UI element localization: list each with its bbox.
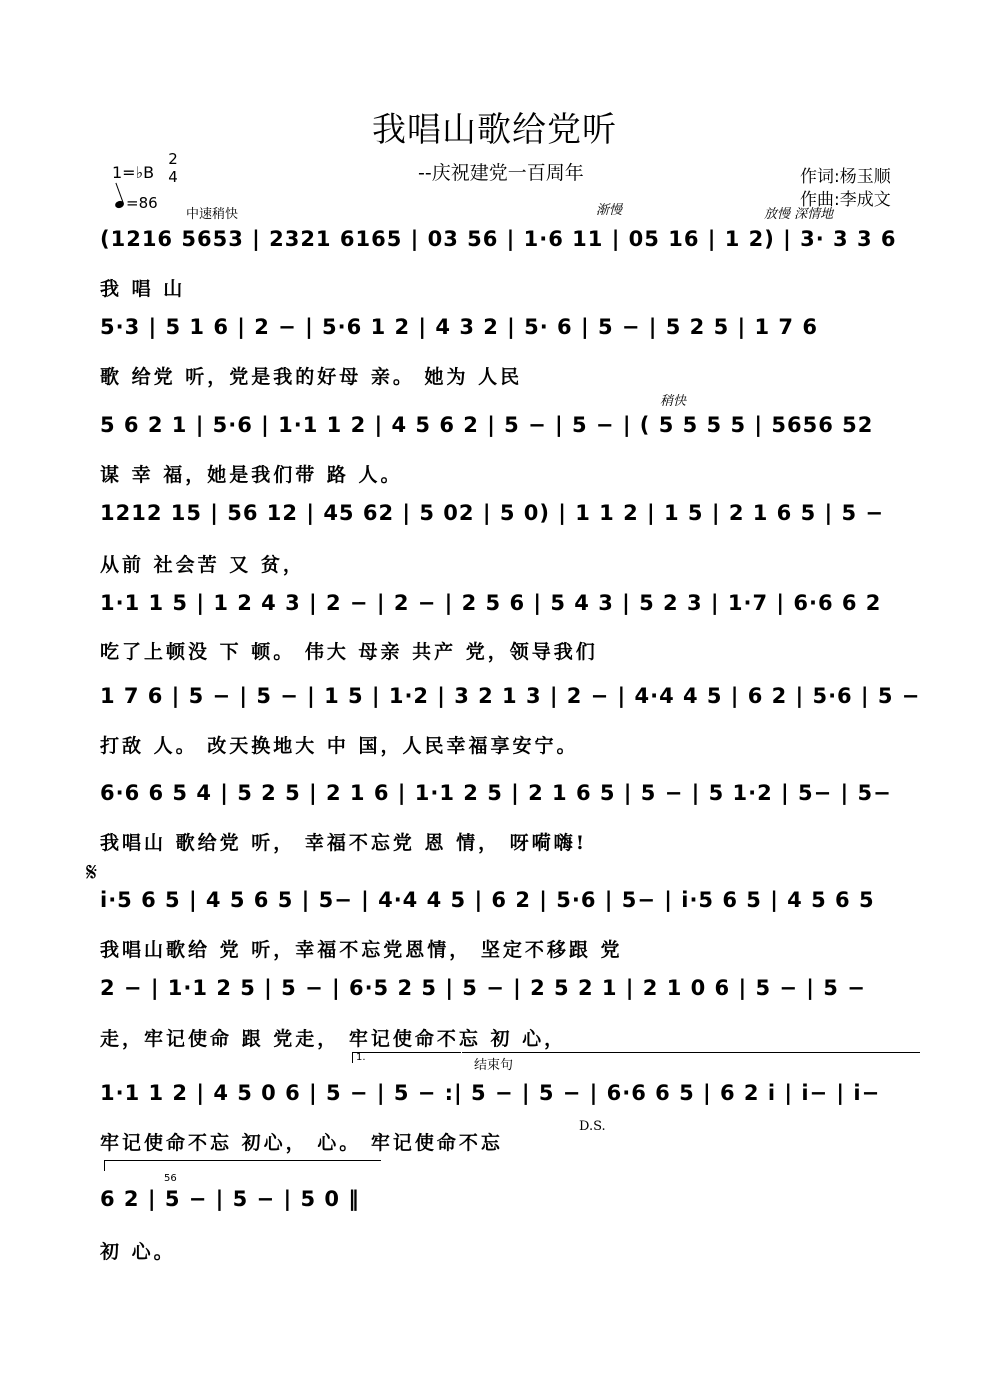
lyrics-6: 打敌 人。 改天换地大 中 国，人民幸福享安宁。 xyxy=(100,735,579,757)
meter-bottom: 4 xyxy=(168,168,178,186)
notes-10: 1·1 1 2 | 4 5 0 6 | 5 − | 5 − :| 5 − | 5 − | 6·6 6 5 | 6 2 i | i− | i− xyxy=(100,1081,881,1105)
lyrics-5: 吃了上顿没 下 顿。 伟大 母亲 共产 党，领导我们 xyxy=(100,641,598,663)
mark-volta1: 1. xyxy=(356,1052,366,1063)
notation-row-4 xyxy=(100,498,922,528)
tempo-value: =86 xyxy=(126,194,158,212)
song-title: 我唱山歌给党听 xyxy=(372,110,617,150)
lyrics-9: 走，牢记使命 跟 党走， 牢记使命不忘 初 心， xyxy=(100,1028,567,1050)
notes-6: 1 7 6 | 5 − | 5 − | 1 5 | 1·2 | 3 2 1 3 | 2 − | 4·4 4 5 | 6 2 | 5·6 | 5 − xyxy=(100,684,921,708)
notes-5: 1·1 1 5 | 1 2 4 3 | 2 − | 2 − | 2 5 6 | 5 4 3 | 5 2 3 | 1·7 | 6·6 6 2 xyxy=(100,591,882,615)
notation-row-6 xyxy=(100,681,922,711)
lyrics-3: 谋 幸 福，她是我们带 路 人。 xyxy=(100,464,403,486)
segno-icon: 𝄋 xyxy=(86,858,98,888)
notation-row-7 xyxy=(100,778,922,808)
mark-ending: 结束句 xyxy=(474,1058,514,1073)
mark-slow-deep: 放慢 深情地 xyxy=(764,207,834,222)
notes-3: 5 6 2 1 | 5·6 | 1·1 1 2 | 4 5 6 2 | 5 − | 5 − | ( 5 5 5 5 | 5656 52 xyxy=(100,413,874,437)
grace-notes: 56 xyxy=(164,1173,177,1184)
lyrics-11: 初 心。 xyxy=(100,1241,176,1263)
lyrics-7: 我唱山 歌给党 听， 幸福不忘党 恩 情， 呀嗬嗨! xyxy=(100,832,588,854)
composer-credit: 作曲:李成文 xyxy=(800,190,891,210)
song-subtitle: --庆祝建党一百周年 xyxy=(418,162,584,184)
lyrics-4: 从前 社会苦 又 贫， xyxy=(100,554,305,576)
lyrics-8: 我唱山歌给 党 听，幸福不忘党恩情， 坚定不移跟 党 xyxy=(100,939,623,961)
mark-faster: 稍快 xyxy=(660,394,687,409)
notation-row-3 xyxy=(100,410,922,440)
lyrics-1: 我 唱 山 xyxy=(100,278,186,300)
notes-11: 6 2 | 5 − | 5 − | 5 0 ‖ xyxy=(100,1187,360,1211)
notation-row-11 xyxy=(100,1184,922,1214)
notes-7: 6·6 6 5 4 | 5 2 5 | 2 1 6 | 1·1 2 5 | 2 1 6 5 | 5 − | 5 1·2 | 5− | 5− xyxy=(100,781,892,805)
notation-row-9 xyxy=(100,973,922,1003)
notes-2: 5·3 | 5 1 6 | 2 − | 5·6 1 2 | 4 3 2 | 5· 6 | 5 − | 5 2 5 | 1 7 6 xyxy=(100,315,818,339)
volta-bracket-final xyxy=(104,1160,381,1171)
notation-row-10 xyxy=(100,1078,922,1108)
mark-rit: 渐慢 xyxy=(596,203,623,218)
notes-9: 2 − | 1·1 2 5 | 5 − | 6·5 2 5 | 5 − | 2 5 2 1 | 2 1 0 6 | 5 − | 5 − xyxy=(100,976,866,1000)
notation-row-5 xyxy=(100,588,922,618)
volta-bracket-1 xyxy=(352,1052,461,1063)
volta-bracket-ending xyxy=(462,1052,920,1063)
mark-moderato: 中速稍快 xyxy=(186,207,239,222)
lyrics-2: 歌 给党 听，党是我的好母 亲。 她为 人民 xyxy=(100,366,523,388)
notes-1: (1216 5653 | 2321 6165 | 03 56 | 1·6 11 | 05 16 | 1 2) | 3· 3 3 6 xyxy=(100,227,897,251)
lyrics-10: 牢记使命不忘 初心， 心。 牢记使命不忘 xyxy=(100,1132,503,1154)
meter-top: 2 xyxy=(168,150,178,168)
notes-4: 1212 15 | 56 12 | 45 62 | 5 02 | 5 0) | 1 1 2 | 1 5 | 2 1 6 5 | 5 − xyxy=(100,501,885,525)
time-signature xyxy=(166,150,180,186)
tempo-marking xyxy=(115,194,158,212)
notation-row-8 xyxy=(100,885,922,915)
mark-ds: D.S. xyxy=(579,1119,606,1134)
lyricist-credit: 作词:杨玉顺 xyxy=(800,167,891,187)
notes-8: i·5 6 5 | 4 5 6 5 | 5− | 4·4 4 5 | 6 2 | 5·6 | 5− | i·5 6 5 | 4 5 6 5 xyxy=(100,888,875,912)
key-signature: 1=♭B xyxy=(112,163,155,182)
notation-row-2 xyxy=(100,312,922,342)
quarter-note-icon xyxy=(114,200,125,210)
notation-row-1 xyxy=(100,224,922,254)
